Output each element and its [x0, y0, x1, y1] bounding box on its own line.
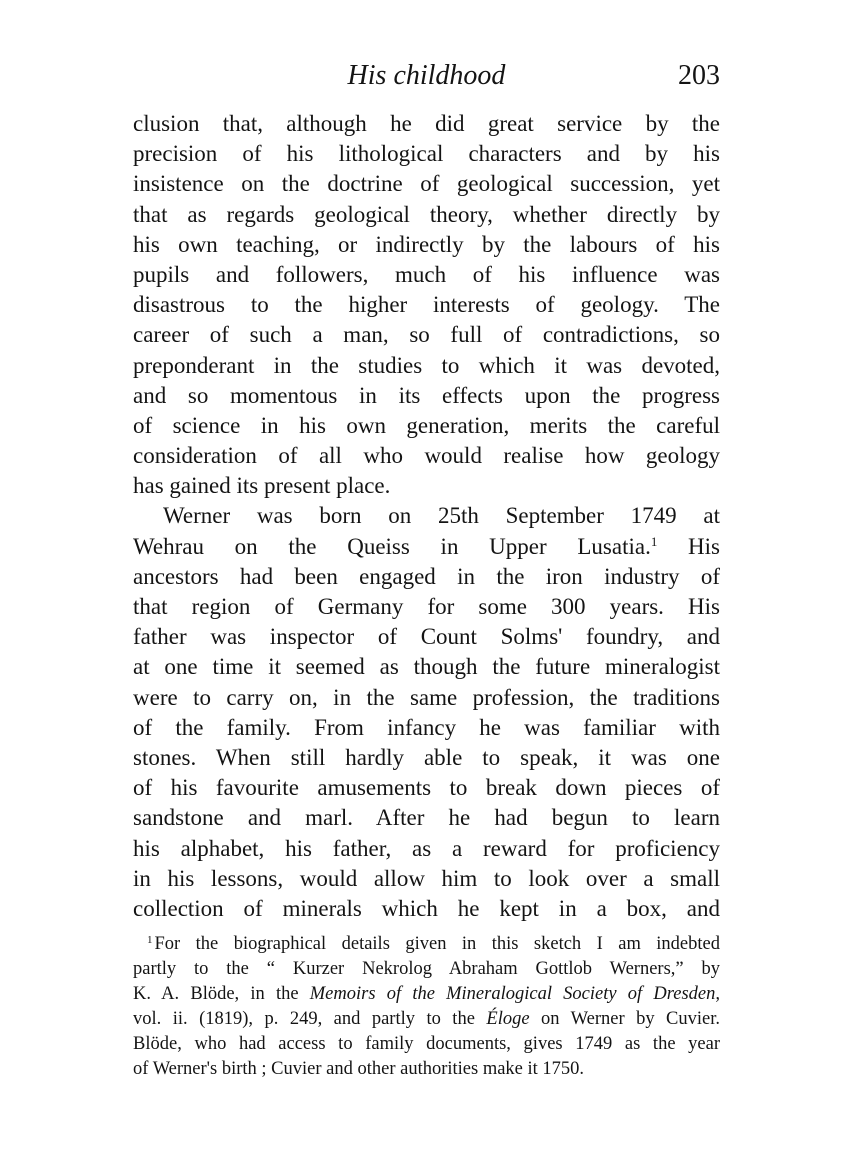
text-line: were to carry on, in the same profession, the traditions [133, 684, 720, 710]
footnote-text: For the biographical details given in this sketch I am indebted [154, 934, 720, 954]
text-line: precision of his lithological characters and by his [133, 141, 720, 167]
text-line: career of such a man, so full of contradictions, so [133, 322, 720, 348]
footnote [133, 932, 720, 1082]
page-number: 203 [678, 60, 720, 91]
text-line: clusion that, although he did great service by the [133, 111, 720, 136]
footnote-line: partly to the “ Kurzer Nekrolog Abraham Gottlob Werners,” by [133, 959, 720, 979]
text-line: collection of minerals which he kept in a box, and [133, 895, 720, 921]
footnote-text: K. A. Blöde, in the [133, 984, 310, 1004]
body-text [133, 109, 720, 924]
text-line: of science in his own generation, merits the careful [133, 412, 720, 438]
footnote-line: Blöde, who had access to family documents, gives 1749 as the year [133, 1034, 720, 1054]
footnote-line [133, 932, 720, 957]
text-line: his own teaching, or indirectly by the labours of his [133, 231, 720, 257]
text-line: and so momentous in its effects upon the progress [133, 382, 720, 408]
footnote-line [133, 1007, 720, 1032]
text-line-with-footnote [133, 532, 720, 562]
text-line: father was inspector of Count Solms' foundry, and [133, 624, 720, 650]
footnote-text: vol. ii. (1819), p. 249, and partly to the [133, 1009, 475, 1029]
text-line: his alphabet, his father, as a reward for proficiency [133, 835, 720, 861]
running-title: His childhood [347, 60, 506, 91]
footnote-line [133, 982, 720, 1007]
text-line: stones. When still hardly able to speak, it was one [133, 744, 720, 770]
text-fragment: Wehrau on the Queiss in Upper Lusatia. [133, 533, 651, 559]
text-line: Werner was born on 25th September 1749 at [163, 503, 720, 529]
running-head [133, 60, 720, 96]
text-line: at one time it seemed as though the future mineralogist [133, 654, 720, 680]
text-fragment: His [657, 533, 720, 559]
footnote-line: of Werner's birth ; Cuvier and other authorities make it 1750. [133, 1059, 585, 1079]
text-line: disastrous to the higher interests of geology. The [133, 292, 720, 318]
footnote-italic-title: Memoirs of the Mineralogical Society of Dresden, [309, 984, 720, 1004]
text-line: that region of Germany for some 300 years. His [133, 594, 720, 619]
text-line: of the family. From infancy he was familiar with [133, 714, 720, 740]
text-line: ancestors had been engaged in the iron industry of [133, 563, 720, 589]
text-line: preponderant in the studies to which it was devoted, [133, 352, 720, 378]
text-line: that as regards geological theory, whether directly by [133, 201, 720, 227]
footnote-text: on Werner by Cuvier. [529, 1009, 720, 1029]
text-line: of his favourite amusements to break down pieces of [133, 775, 720, 801]
text-line: sandstone and marl. After he had begun to learn [133, 805, 720, 831]
text-line: insistence on the doctrine of geological succession, yet [133, 171, 720, 197]
footnote-reference: 1 [650, 533, 658, 549]
footnote-italic-title: Éloge [486, 1009, 530, 1029]
text-line: has gained its present place. [133, 473, 391, 499]
text-line: in his lessons, would allow him to look over a small [133, 865, 720, 891]
text-line: pupils and followers, much of his influence was [133, 261, 720, 287]
footnote-marker: 1 [147, 934, 153, 946]
text-line: consideration of all who would realise how geology [133, 443, 720, 469]
